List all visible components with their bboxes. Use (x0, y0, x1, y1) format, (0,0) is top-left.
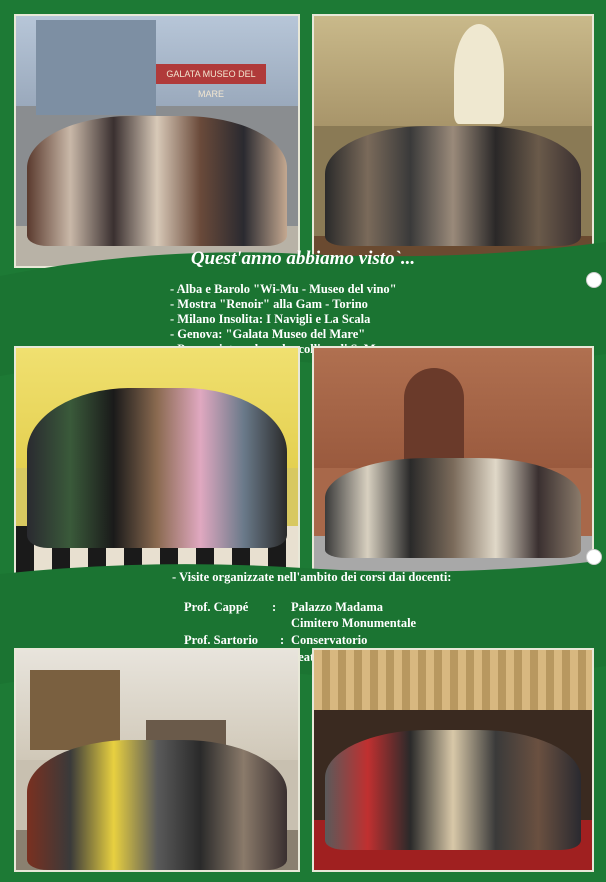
prof-cappe-name: Prof. Cappé (184, 600, 249, 614)
prof-sartorio-place-2: Teatro (291, 650, 326, 664)
photo-renoir-group (14, 346, 300, 578)
list-item: - Mostra "Renoir" alla Gam - Torino (170, 297, 368, 311)
prof-sartorio-sep: : (280, 633, 285, 647)
prof-sartorio-place-1: Conservatorio (291, 633, 368, 647)
photo-museum-visit (14, 648, 300, 872)
punch-hole (586, 272, 602, 288)
photo-galata-group (14, 14, 300, 268)
prof-cappe-place-2: Cimitero Monumentale (291, 616, 417, 630)
list-item: - Milano Insolita: I Navigli e La Scala (170, 312, 371, 326)
visits-subtitle: - Visite organizzate nell'ambito dei corsi dai docenti: (172, 570, 452, 584)
photo-alba-group (312, 346, 594, 578)
banner-title: Quest'anno abbiamo visto`... (190, 248, 416, 269)
galata-sign: GALATA MUSEO DEL MARE (156, 64, 266, 84)
list-item: - Genova: "Galata Museo del Mare" (170, 327, 366, 341)
punch-hole (586, 549, 602, 565)
photo-palazzo-group (312, 14, 594, 268)
list-item: - Alba e Barolo "Wi-Mu - Museo del vino" (170, 282, 397, 296)
prof-cappe-place-1: Palazzo Madama (291, 600, 383, 614)
prof-cappe-sep: : (272, 600, 277, 614)
photo-teatro-regio-group (312, 648, 594, 872)
prof-sartorio-name: Prof. Sartorio (184, 633, 259, 647)
